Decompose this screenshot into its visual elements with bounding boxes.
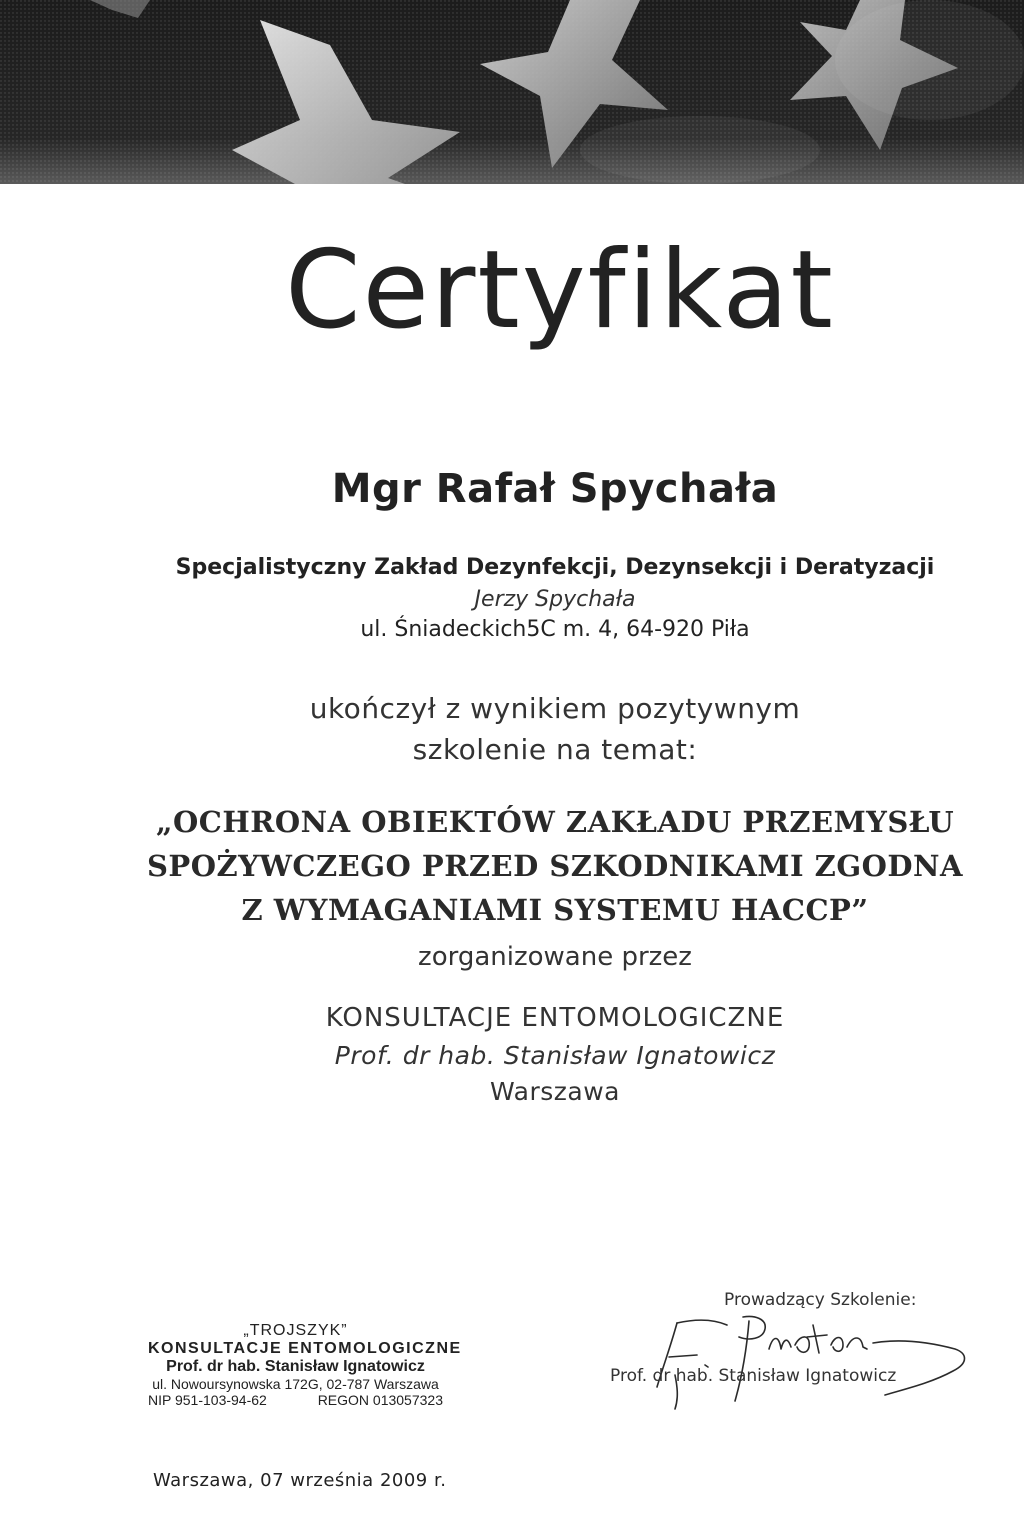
company-address: ul. Śniadeckich5C m. 4, 64-920 Piła bbox=[360, 617, 750, 642]
training-topic bbox=[0, 800, 1024, 932]
stamp-ids bbox=[148, 1392, 443, 1408]
completion-statement: ukończył z wynikiem pozytywnym bbox=[309, 692, 801, 725]
header-banner bbox=[0, 0, 1024, 184]
stamp-regon: REGON 013057323 bbox=[317, 1392, 443, 1408]
stamp-nip: NIP 951-103-94-62 bbox=[148, 1392, 267, 1408]
company-name: Specjalistyczny Zakład Dezynfekcji, Dezynsekcji i Deratyzacji bbox=[175, 555, 935, 580]
banner-graphic bbox=[0, 0, 1024, 184]
company-owner: Jerzy Spychała bbox=[474, 587, 636, 612]
organization-stamp bbox=[148, 1322, 462, 1408]
certificate-title: Certyfikat bbox=[285, 228, 835, 353]
signatory-name: Prof. dr hab. Stanisław Ignatowicz bbox=[610, 1366, 897, 1386]
signatory-label: Prowadzący Szkolenie: bbox=[724, 1290, 917, 1310]
organizer-person: Prof. dr hab. Stanisław Ignatowicz bbox=[334, 1041, 776, 1070]
stamp-person: Prof. dr hab. Stanisław Ignatowicz bbox=[166, 1358, 425, 1375]
topic-intro: szkolenie na temat: bbox=[412, 733, 698, 766]
organizer-name: KONSULTACJE ENTOMOLOGICZNE bbox=[325, 1003, 785, 1033]
handwritten-signature bbox=[635, 1305, 975, 1415]
issue-date: Warszawa, 07 września 2009 r. bbox=[153, 1470, 447, 1491]
training-topic-line: Z WYMAGANIAMI SYSTEMU HACCP” bbox=[241, 893, 869, 927]
stamp-name: „TROJSZYK” bbox=[243, 1322, 348, 1339]
organizer-city: Warszawa bbox=[490, 1077, 620, 1106]
stamp-address: ul. Nowoursynowska 172G, 02-787 Warszawa bbox=[152, 1376, 439, 1392]
stamp-organization: KONSULTACJE ENTOMOLOGICZNE bbox=[148, 1340, 462, 1357]
recipient-name: Mgr Rafał Spychała bbox=[331, 466, 779, 512]
training-topic-line: SPOŻYWCZEGO PRZED SZKODNIKAMI ZGODNA bbox=[146, 849, 964, 883]
training-topic-line: „OCHRONA OBIEKTÓW ZAKŁADU PRZEMYSŁU bbox=[155, 805, 955, 839]
organized-by-label: zorganizowane przez bbox=[418, 942, 692, 972]
